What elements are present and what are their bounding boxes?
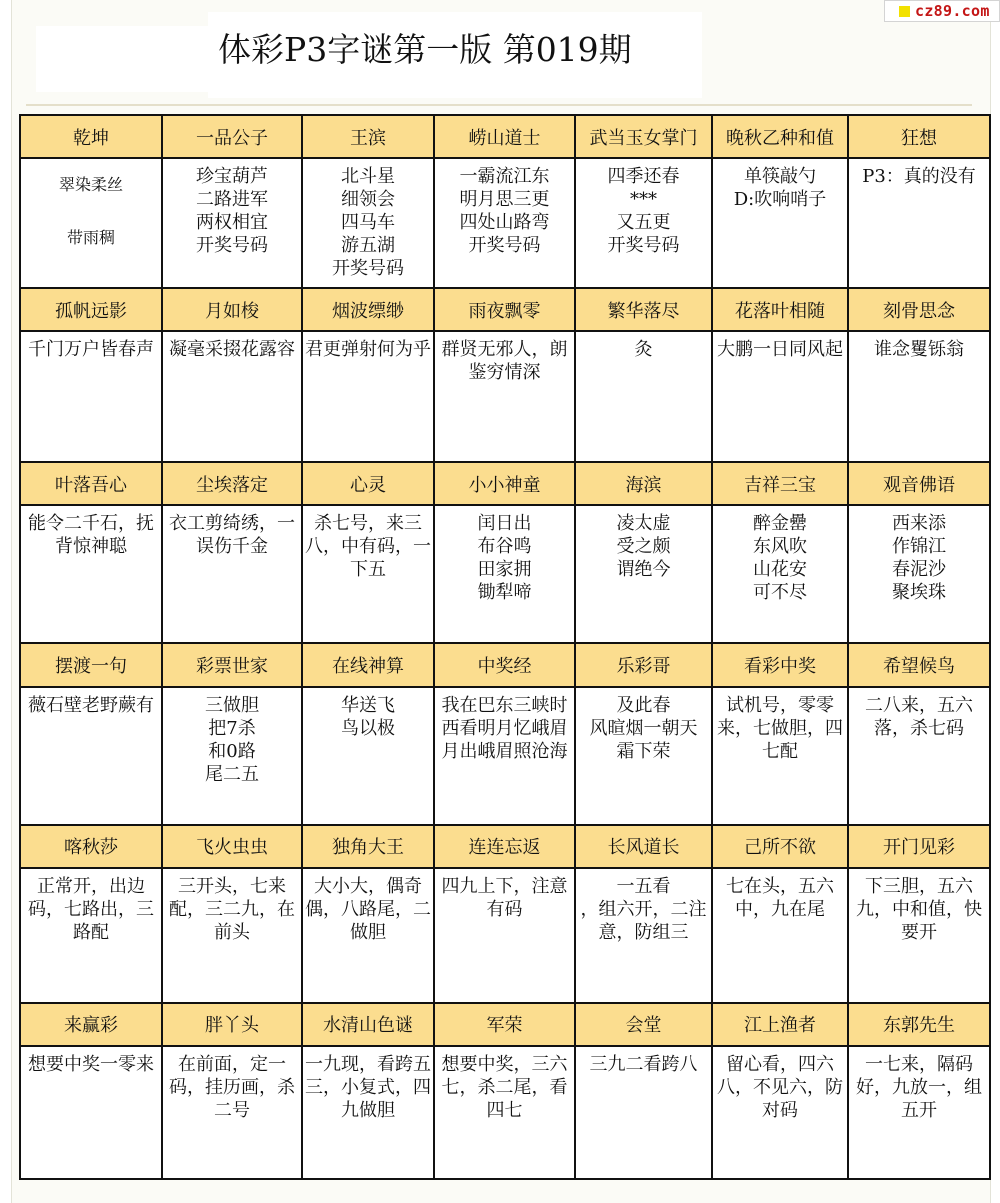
- riddle-line: 衣工剪绮绣，一误伤千金: [169, 513, 295, 558]
- riddle-line: 试机号，零零来，七做胆，四七配: [717, 694, 843, 762]
- author-header: 一品公子: [162, 115, 302, 158]
- author-header: 乾坤: [20, 115, 162, 158]
- riddle-line: 聚埃珠: [892, 582, 946, 604]
- riddle-line: 二八来，五六落，杀七码: [865, 694, 973, 739]
- riddle-line: 开奖号码: [468, 235, 541, 257]
- riddle-line: 田家拥: [477, 559, 532, 581]
- riddle-cell: [434, 687, 575, 825]
- riddle-line: 鸟以极: [341, 717, 395, 739]
- header-row: [20, 462, 990, 505]
- author-header: 吉祥三宝: [712, 462, 848, 505]
- riddle-cell: [162, 158, 302, 288]
- riddle-line: 三开头，七来配，三二九，在前头: [169, 875, 295, 943]
- author-header: 喀秋莎: [20, 825, 162, 868]
- riddle-line: 单筷敲勺: [744, 166, 816, 188]
- riddle-line: 把7杀: [208, 717, 256, 739]
- riddle-cell: [162, 331, 302, 462]
- riddle-line: 四马车: [341, 212, 395, 234]
- author-header: 独角大王: [302, 825, 434, 868]
- riddle-row: [20, 868, 990, 1003]
- riddle-line: 一五看: [616, 875, 671, 897]
- riddle-cell: [848, 505, 990, 643]
- riddle-line: 游五湖: [341, 235, 395, 257]
- riddle-cell: [302, 1046, 434, 1179]
- riddle-cell: [848, 1046, 990, 1179]
- riddle-cell: [712, 687, 848, 825]
- riddle-line: 正常开，出边码，七路出，三路配: [28, 875, 154, 943]
- site-badge[interactable]: [884, 0, 1000, 22]
- header-row: [20, 1003, 990, 1046]
- riddle-line: D:吹响哨子: [733, 189, 827, 211]
- riddle-line: 君更弹射何为乎: [305, 339, 431, 361]
- riddle-line: 灸: [634, 339, 653, 361]
- author-header: 江上渔者: [712, 1003, 848, 1046]
- author-header: 刻骨思念: [848, 288, 990, 331]
- riddle-line: 谁念矍铄翁: [874, 339, 964, 361]
- riddle-line: 四处山路弯: [459, 212, 550, 234]
- riddle-line: 留心看，四六八，不见六，防对码: [717, 1054, 843, 1122]
- author-header: 乐彩哥: [575, 643, 712, 686]
- header-row: [20, 288, 990, 331]
- riddle-line: 风暄烟一朝天: [589, 717, 698, 739]
- riddle-line: 能令二千石，抚背惊神聪: [28, 513, 154, 558]
- riddle-cell: [575, 505, 712, 643]
- riddle-cell: [20, 331, 162, 462]
- riddle-cell: [575, 331, 712, 462]
- riddle-cell: [712, 505, 848, 643]
- riddle-cell: [575, 158, 712, 288]
- riddle-line: 我在巴东三峡时: [441, 694, 568, 716]
- author-header: 晚秋乙种和值: [712, 115, 848, 158]
- riddle-line: 西来添: [892, 513, 946, 535]
- riddle-line: [23, 196, 159, 226]
- author-header: 烟波缥缈: [302, 288, 434, 331]
- riddle-line: 三做胆: [205, 694, 259, 716]
- riddle-line: 想要中奖一零来: [28, 1054, 154, 1076]
- author-header: 开门见彩: [848, 825, 990, 868]
- riddle-line: 四九上下，注意有码: [441, 875, 568, 920]
- riddle-line: 二路进军: [196, 189, 268, 211]
- riddle-line: 春泥沙: [892, 559, 946, 581]
- title-blank-panel: [36, 26, 208, 92]
- riddle-line: 及此春: [616, 694, 671, 716]
- riddle-cell: [434, 868, 575, 1003]
- author-header: 狂想: [848, 115, 990, 158]
- riddle-line: 明月思三更: [459, 189, 550, 211]
- author-header: 尘埃落定: [162, 462, 302, 505]
- riddle-row: [20, 158, 990, 288]
- riddle-line: 翠染柔丝: [58, 175, 123, 195]
- header-row: [20, 115, 990, 158]
- riddle-line: 下三胆，五六九，中和值，快要开: [856, 875, 982, 943]
- author-header: 繁华落尽: [575, 288, 712, 331]
- riddle-line: 可不尽: [753, 582, 807, 604]
- riddle-cell: [162, 505, 302, 643]
- author-header: 希望候鸟: [848, 643, 990, 686]
- author-header: 小小神童: [434, 462, 575, 505]
- site-badge-text: cz89.com: [915, 2, 990, 20]
- riddle-line: 千门万户皆春声: [28, 339, 154, 361]
- riddle-line: 东风吹: [753, 536, 807, 558]
- riddle-line: 大鹏一日同风起: [717, 339, 843, 361]
- riddle-line: ***: [630, 189, 657, 211]
- riddle-line: 一霸流江东: [459, 166, 550, 188]
- riddle-cell: [20, 505, 162, 643]
- author-header: 彩票世家: [162, 643, 302, 686]
- author-header: 王滨: [302, 115, 434, 158]
- riddle-line: 凌太虚: [616, 513, 671, 535]
- author-header: 武当玉女掌门: [575, 115, 712, 158]
- riddle-line: 开奖号码: [332, 258, 404, 280]
- author-header: 飞火虫虫: [162, 825, 302, 868]
- riddle-cell: [162, 1046, 302, 1179]
- author-header: 水清山色谜: [302, 1003, 434, 1046]
- riddle-line: 带雨稠: [66, 228, 115, 248]
- riddle-line: 闰日出: [477, 513, 532, 535]
- author-header: 叶落吾心: [20, 462, 162, 505]
- riddle-line: 山花安: [753, 559, 807, 581]
- riddle-cell: [848, 687, 990, 825]
- riddle-line: 作锦江: [892, 536, 946, 558]
- riddle-line: 锄犁啼: [477, 582, 532, 604]
- riddle-cell: [434, 1046, 575, 1179]
- riddle-line: 布谷鸣: [477, 536, 532, 558]
- riddle-row: [20, 687, 990, 825]
- riddle-row: [20, 331, 990, 462]
- riddle-cell: [575, 1046, 712, 1179]
- riddle-line: 七在头，五六中，九在尾: [726, 875, 834, 920]
- riddle-row: [20, 1046, 990, 1179]
- riddle-cell: [20, 868, 162, 1003]
- badge-dot-icon: [899, 6, 910, 17]
- riddle-cell: [20, 1046, 162, 1179]
- author-header: 雨夜飘零: [434, 288, 575, 331]
- author-header: 会堂: [575, 1003, 712, 1046]
- riddle-line: 大小大，偶奇偶，八路尾，二做胆: [305, 875, 431, 943]
- author-header: 军荣: [434, 1003, 575, 1046]
- riddle-cell: [162, 868, 302, 1003]
- riddle-line: 细领会: [341, 189, 395, 211]
- riddle-line: 三九二看跨八: [589, 1054, 698, 1076]
- author-header: 摆渡一句: [20, 643, 162, 686]
- riddle-line: 两权相宜: [196, 212, 268, 234]
- riddle-line: 霜下荣: [616, 740, 671, 762]
- author-header: 连连忘返: [434, 825, 575, 868]
- riddle-cell: [302, 331, 434, 462]
- riddle-cell: [302, 505, 434, 643]
- riddle-cell: [848, 868, 990, 1003]
- riddle-line: 尾二五: [205, 763, 259, 785]
- riddle-line: 醉金罍: [753, 513, 807, 535]
- riddle-cell: [712, 331, 848, 462]
- riddle-cell: [434, 158, 575, 288]
- author-header: 海滨: [575, 462, 712, 505]
- riddle-line: 和0路: [208, 740, 256, 762]
- author-header: 崂山道士: [434, 115, 575, 158]
- page-title: 体彩P3字谜第一版 第019期: [218, 30, 632, 69]
- riddle-cell: [302, 158, 434, 288]
- riddle-line: 薇石壁老野蕨有: [28, 694, 154, 716]
- author-header: 花落叶相随: [712, 288, 848, 331]
- riddle-cell: [575, 868, 712, 1003]
- author-header: 中奖经: [434, 643, 575, 686]
- title-divider: [26, 104, 972, 106]
- riddle-line: 北斗星: [341, 166, 395, 188]
- riddle-cell: [20, 687, 162, 825]
- riddle-line: 月出峨眉照沧海: [441, 740, 568, 762]
- riddle-line: P3：真的没有: [862, 166, 976, 188]
- author-header: 孤帆远影: [20, 288, 162, 331]
- riddle-cell: [575, 687, 712, 825]
- riddle-row: [20, 505, 990, 643]
- riddle-cell: [302, 868, 434, 1003]
- header-row: [20, 825, 990, 868]
- riddle-cell: [302, 687, 434, 825]
- riddle-line: 开奖号码: [607, 235, 680, 257]
- riddle-cell: [434, 331, 575, 462]
- riddle-table: [19, 114, 991, 1180]
- header-row: [20, 643, 990, 686]
- riddle-line: 受之颇: [616, 536, 671, 558]
- author-header: 来赢彩: [20, 1003, 162, 1046]
- author-header: 东郭先生: [848, 1003, 990, 1046]
- riddle-cell: [712, 158, 848, 288]
- riddle-line: 一七来，隔码好，九放一，组五开: [856, 1054, 982, 1122]
- riddle-cell: [20, 158, 162, 288]
- author-header: 己所不欲: [712, 825, 848, 868]
- riddle-line: 凝毫采掇花露容: [169, 339, 295, 361]
- riddle-line: 四季还春: [607, 166, 680, 188]
- riddle-cell: [848, 331, 990, 462]
- riddle-cell: [848, 158, 990, 288]
- riddle-cell: [712, 1046, 848, 1179]
- author-header: 长风道长: [575, 825, 712, 868]
- riddle-line: 珍宝葫芦: [196, 166, 268, 188]
- author-header: 观音佛语: [848, 462, 990, 505]
- riddle-line: ，组六开，二注意，防组三: [580, 898, 707, 943]
- author-header: 月如梭: [162, 288, 302, 331]
- riddle-line: 一九现，看跨五三，小复式，四九做胆: [305, 1054, 431, 1122]
- riddle-line: 又五更: [616, 212, 671, 234]
- riddle-line: 群贤无邪人，朗鉴穷情深: [441, 339, 568, 384]
- author-header: 胖丫头: [162, 1003, 302, 1046]
- riddle-line: 想要中奖，三六七，杀二尾，看四七: [441, 1054, 568, 1122]
- riddle-cell: [712, 868, 848, 1003]
- riddle-cell: [162, 687, 302, 825]
- author-header: 心灵: [302, 462, 434, 505]
- author-header: 在线神算: [302, 643, 434, 686]
- author-header: 看彩中奖: [712, 643, 848, 686]
- riddle-cell: [434, 505, 575, 643]
- riddle-line: 谓绝今: [616, 559, 671, 581]
- riddle-line: 西看明月忆峨眉: [441, 717, 568, 739]
- riddle-line: 杀七号，来三八，中有码，一下五: [305, 513, 431, 581]
- riddle-line: 在前面，定一码，挂历画，杀二号: [169, 1054, 295, 1122]
- riddle-line: 开奖号码: [196, 235, 268, 257]
- riddle-line: 华送飞: [341, 694, 395, 716]
